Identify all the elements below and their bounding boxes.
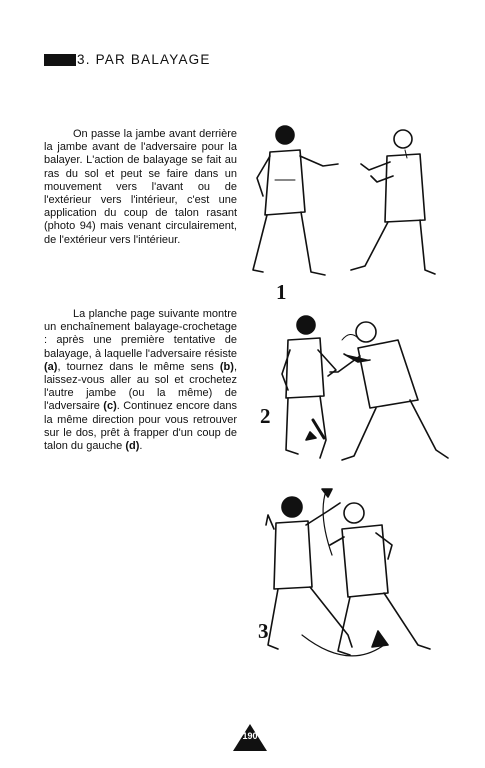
ref-b: (b) (219, 360, 234, 373)
ref-c: (c) (103, 400, 117, 413)
figure-2 (258, 310, 458, 470)
heading-bar (44, 54, 76, 66)
figure-1-illustration (245, 120, 445, 300)
section-title: 3. PAR BALAYAGE (77, 52, 211, 67)
paragraph-2-text-3: , laissez-vous aller au sol et crochetez l'autre jambe (ou la même) de l'adversaire (44, 360, 237, 413)
section-heading (44, 53, 211, 67)
paragraph-2-text-2: , tournez dans le même sens (57, 360, 220, 373)
paragraph-2 (44, 308, 237, 453)
ref-a: (a) (44, 360, 58, 373)
paragraph-2-text-4: . Continuez encore dans la même direction pour vous retrouver sur le dos, prêt à frapper d'un coup de talon du gauche (44, 400, 237, 453)
figure-3-illustration (258, 485, 458, 670)
figure-3 (258, 485, 458, 670)
page-number: 190 (242, 731, 258, 741)
page-number-badge (232, 722, 268, 752)
figure-2-illustration (258, 310, 458, 470)
figure-2-number: 2 (260, 404, 271, 428)
paragraph-1: On passe la jambe avant derrière la jambe avant de l'adversaire pour la balayer. L'action de balayage se fait au ras du sol et peut se faire dans un mouvement vers l'avant ou de l'extérieur vers l'intérieur, c'est une application du coup de talon rasant (photo 94) mais venant circulairement, de l'extérieur vers l'intérieur. (44, 128, 237, 246)
ref-d: (d) (125, 440, 140, 453)
paragraph-2-text-5: . (139, 440, 143, 453)
figure-1-number: 1 (276, 280, 287, 304)
figure-3-number: 3 (258, 619, 269, 643)
paragraph-2-text-1: La planche page suivante montre un enchaînement balayage-crochetage : après une première tentative de balayage, à laquelle l'adversaire résiste (44, 308, 237, 360)
figure-1 (245, 120, 445, 304)
